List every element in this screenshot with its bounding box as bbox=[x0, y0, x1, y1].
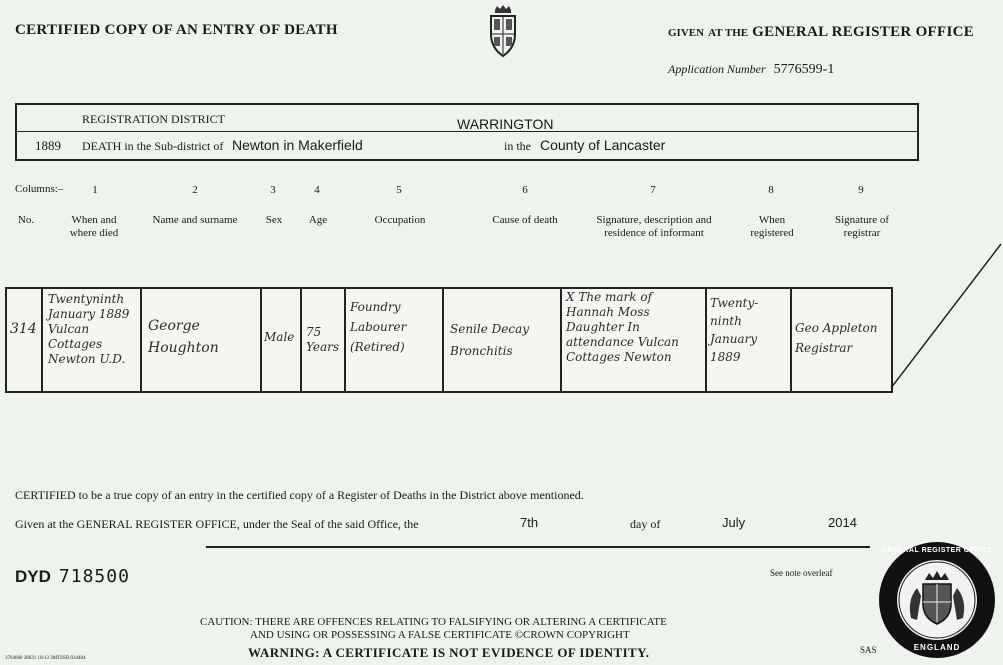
certified-text: CERTIFIED to be a true copy of an entry in the certified copy of a Register of Deaths in the District above mentioned. bbox=[15, 488, 584, 502]
col-header-no: No. bbox=[17, 214, 35, 226]
cancel-diagonal-line bbox=[885, 240, 1003, 390]
col-header-name: Name and surname bbox=[152, 214, 238, 226]
col-header-registered: When registered bbox=[750, 214, 794, 239]
caution-line-2: AND USING OR POSSESSING A FALSE CERTIFICATE ©CROWN COPYRIGHT bbox=[250, 629, 630, 641]
given-mid: AT THE bbox=[708, 27, 749, 39]
entry-registrar: Geo Appleton Registrar bbox=[795, 321, 878, 355]
cert-day: 7th bbox=[520, 515, 539, 530]
row-divider bbox=[300, 287, 302, 391]
registration-box bbox=[15, 103, 919, 161]
royal-crest-icon bbox=[483, 4, 523, 60]
serial-prefix: DYD bbox=[15, 567, 51, 586]
col-num-9: 9 bbox=[858, 184, 864, 196]
entry-no: 314 bbox=[10, 321, 37, 337]
sub-district-label: DEATH in the Sub-district of bbox=[82, 139, 224, 153]
seal-text-bottom: ENGLAND bbox=[913, 643, 961, 652]
entry-informant: X The mark of Hannah Moss Daughter In attendance Vulcan Cottages Newton bbox=[566, 290, 679, 364]
signature-line bbox=[206, 546, 870, 548]
district-label: REGISTRATION DISTRICT bbox=[82, 112, 225, 126]
year: 1889 bbox=[35, 138, 61, 153]
caution-line-1: CAUTION: THERE ARE OFFENCES RELATING TO FALSIFYING OR ALTERING A CERTIFICATE bbox=[200, 616, 667, 628]
see-note: See note overleaf bbox=[770, 568, 833, 578]
col-num-3: 3 bbox=[270, 184, 276, 196]
entry-when-registered: Twenty-ninth January 1889 bbox=[710, 296, 759, 364]
entry-sex: Male bbox=[264, 330, 295, 344]
row-divider bbox=[442, 287, 444, 391]
district-value: WARRINGTON bbox=[457, 116, 554, 132]
row-divider bbox=[41, 287, 43, 391]
warning-text: WARNING: A CERTIFICATE IS NOT EVIDENCE OF IDENTITY. bbox=[248, 645, 650, 660]
seal-text-top: GENERAL REGISTER OFFICE bbox=[881, 547, 993, 554]
row-divider bbox=[140, 287, 142, 391]
row-divider bbox=[790, 287, 792, 391]
in-the-label: in the bbox=[504, 139, 531, 153]
certificate-title: CERTIFIED COPY OF AN ENTRY OF DEATH bbox=[15, 22, 338, 38]
col-num-6: 6 bbox=[522, 184, 528, 196]
row-divider bbox=[344, 287, 346, 391]
row-divider bbox=[560, 287, 562, 391]
col-header-when-where: When and where died bbox=[69, 214, 119, 239]
application-label: Application Number bbox=[668, 62, 766, 76]
col-num-5: 5 bbox=[396, 184, 402, 196]
entry-occupation: Foundry Labourer (Retired) bbox=[350, 300, 407, 354]
entry-age: 75 Years bbox=[306, 325, 340, 354]
print-code: 3764668 28631 10/13 3MTSSD 034484 bbox=[5, 656, 86, 661]
seal-icon bbox=[877, 540, 997, 660]
col-header-occupation: Occupation bbox=[374, 214, 426, 226]
row-divider bbox=[260, 287, 262, 391]
col-header-sex: Sex bbox=[265, 214, 283, 226]
col-num-8: 8 bbox=[768, 184, 774, 196]
row-divider bbox=[705, 287, 707, 391]
county-value: County of Lancaster bbox=[540, 137, 666, 153]
col-num-2: 2 bbox=[192, 184, 198, 196]
application-number-block bbox=[668, 60, 834, 78]
col-header-age: Age bbox=[308, 214, 328, 226]
sub-district-value: Newton in Makerfield bbox=[232, 137, 363, 153]
col-num-7: 7 bbox=[650, 184, 656, 196]
given-at-heading bbox=[668, 23, 974, 41]
entry-cause: Senile Decay Bronchitis bbox=[450, 322, 530, 358]
day-of-label: day of bbox=[630, 517, 661, 531]
entry-name: George Houghton bbox=[148, 318, 219, 356]
entry-when-where: Twentyninth January 1889 Vulcan Cottages Newton U.D. bbox=[48, 292, 130, 366]
cert-month: July bbox=[722, 515, 746, 530]
given-prefix: GIVEN bbox=[668, 27, 705, 39]
col-num-4: 4 bbox=[314, 184, 320, 196]
col-header-cause: Cause of death bbox=[492, 214, 558, 226]
columns-label: Columns:– bbox=[15, 183, 64, 195]
sas-label: SAS bbox=[860, 645, 877, 655]
application-number: 5776599-1 bbox=[773, 62, 835, 77]
given-text: Given at the GENERAL REGISTER OFFICE, under the Seal of the said Office, the bbox=[15, 517, 419, 531]
col-header-informant: Signature, description and residence of informant bbox=[596, 214, 712, 239]
col-num-1: 1 bbox=[92, 184, 98, 196]
gro-seal bbox=[877, 540, 997, 660]
serial-number bbox=[15, 566, 130, 587]
serial-digits: 718500 bbox=[58, 566, 130, 587]
col-header-registrar: Signature of registrar bbox=[834, 214, 890, 239]
cert-year: 2014 bbox=[828, 515, 857, 530]
given-office: GENERAL REGISTER OFFICE bbox=[752, 24, 975, 40]
